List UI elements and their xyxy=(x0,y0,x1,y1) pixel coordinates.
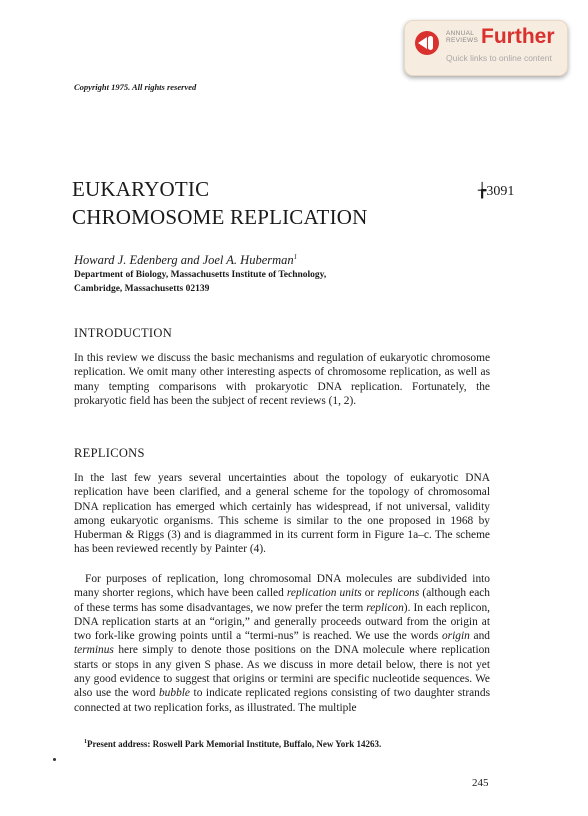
footnote-mark: 1 xyxy=(84,739,87,745)
page-number: 245 xyxy=(472,777,489,789)
copyright-line: Copyright 1975. All rights reserved xyxy=(74,82,197,92)
title-line-2: CHROMOSOME REPLICATION xyxy=(72,205,368,229)
author-footnote-mark: 1 xyxy=(293,253,298,261)
text-run: to indicate replicated regions consisting of two daughter strands connected at two replication forks, as illustrated. The multiple xyxy=(74,687,490,714)
replicons-paragraph-1: In the last few years several uncertainties about the topology of eukaryotic DNA replication have been clarified, and a general scheme for the topology of chromosomal DNA replication has emerged which certainly has widespread, if not universal, validity among eukaryotic organisms. This scheme is similar to the one proposed in 1968 by Huberman & Riggs (3) and is diagrammed in its current form in Figure 1a–c. The scheme has been reviewed recently by Painter (4). xyxy=(74,472,490,556)
further-logo-icon xyxy=(415,31,439,55)
text-run: (although each of these terms has some disadvantages, we now prefer the term xyxy=(74,587,490,614)
authors xyxy=(74,253,297,268)
title-line-1: EUKARYOTIC xyxy=(72,177,210,201)
text-run: and xyxy=(469,630,490,643)
italic-term: replication units xyxy=(286,587,362,600)
footnote-text: Present address: Roswell Park Memorial Institute, Buffalo, New York 14263. xyxy=(87,739,382,749)
italic-term: replicons xyxy=(377,587,420,600)
affiliation-line-2: Cambridge, Massachusetts 02139 xyxy=(74,284,210,294)
further-badge[interactable] xyxy=(404,20,568,76)
introduction-paragraph: In this review we discuss the basic mechanisms and regulation of eukaryotic chromosome replication. We omit many other interesting aspects of chromosome replication, as well as many tempting comparisons with prokaryotic DNA replication. Fortunately, the prokaryotic field has been the subject of recent reviews (1, 2). xyxy=(74,352,490,407)
badge-further-text: Further xyxy=(481,25,555,48)
italic-term: origin xyxy=(441,630,470,643)
section-heading-introduction: INTRODUCTION xyxy=(74,326,173,340)
affiliation-line-1: Department of Biology, Massachusetts Institute of Technology, xyxy=(74,270,327,280)
italic-term: replicon xyxy=(366,601,404,614)
italic-term: terminus xyxy=(74,644,114,657)
italic-term: bubble xyxy=(158,687,190,700)
margin-dot xyxy=(53,758,56,761)
text-run: For purposes of replication, long chromosomal DNA molecules are subdivided into many shorter regions, which have been called xyxy=(74,573,490,600)
authors-text: Howard J. Edenberg and Joel A. Huberman xyxy=(74,253,294,268)
footnote xyxy=(84,739,381,749)
badge-annual-text: ANNUAL xyxy=(446,30,475,37)
replicons-paragraph-2 xyxy=(74,572,490,715)
text-run: or xyxy=(361,587,378,600)
text-run: ). In each replicon, DNA replication starts at an “origin,” and generally proceeds outward from the origin at two fork-like growing points until a “termi-nus” is reached. We use the words xyxy=(74,601,490,643)
article-id: ╆3091 xyxy=(478,184,515,199)
text-run: here simply to denote those positions on the DNA molecule where replication starts or stops in any given S phase. As we discuss in more detail below, there is not yet any good evidence to suggest that origins or termini are specific nucleotide sequences. We also use the word xyxy=(74,644,490,700)
badge-reviews-text: REVIEWS xyxy=(446,37,479,44)
badge-subtitle: Quick links to online content xyxy=(446,53,552,63)
section-heading-replicons: REPLICONS xyxy=(74,446,145,460)
